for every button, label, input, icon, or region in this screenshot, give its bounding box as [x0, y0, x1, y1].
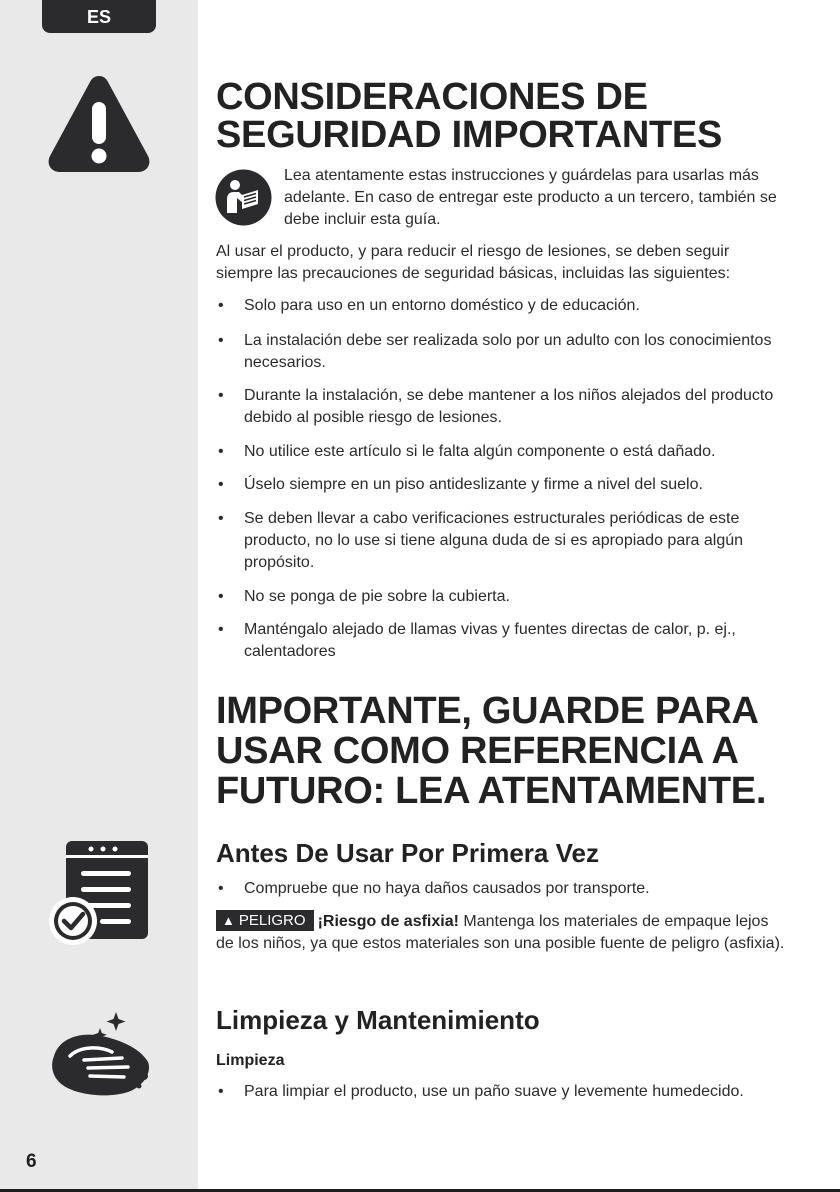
list-item: • Úselo siempre en un piso antideslizante y firme a nivel del suelo. [218, 476, 703, 493]
safety-title-line-2: SEGURIDAD IMPORTANTES [216, 114, 723, 156]
list-item: • No se ponga de pie sobre la cubierta. [218, 588, 510, 605]
before-first-use-heading: Antes De Usar Por Primera Vez [216, 838, 599, 868]
list-item: • No utilice este artículo si le falta algún componente o está dañado. [218, 443, 716, 460]
list-item: • Durante la instalación, se debe mantener a los niños alejados del producto debido al posible riesgo de lesiones. [218, 387, 774, 426]
danger-badge: ▲ PELIGRO [216, 910, 314, 931]
language-tab: ES [42, 0, 156, 33]
checklist-icon [44, 838, 156, 948]
warning-triangle-icon: ▲ [222, 913, 235, 928]
list-item: • Manténgalo alejado de llamas vivas y fuentes directas de calor, p. ej., calentadores [218, 621, 736, 660]
lead-paragraph: Al usar el producto, y para reducir el riesgo de lesiones, se deben seguir siempre las precauciones de seguridad básicas, incluidas las siguientes: [216, 243, 731, 282]
page-number: 6 [26, 1151, 37, 1172]
cleaning-subheading: Limpieza [216, 1052, 285, 1069]
list-item: • Solo para uso en un entorno doméstico y de educación. [218, 297, 640, 314]
intro-paragraph: Lea atentamente estas instrucciones y guárdelas para usarlas más adelante. En caso de entregar este producto a un tercero, también se debe incluir esta guía. [284, 167, 777, 228]
list-item: • Compruebe que no haya daños causados por transporte. [218, 880, 650, 897]
cleaning-heading: Limpieza y Mantenimiento [216, 1005, 540, 1035]
read-manual-icon [215, 169, 272, 226]
warning-icon [44, 72, 154, 174]
list-item: • Para limpiar el producto, use un paño suave y levemente humedecido. [218, 1083, 744, 1100]
cleaning-icon [44, 1006, 156, 1102]
important-title-line-3: FUTURO: LEA ATENTAMENTE. [216, 770, 767, 812]
important-title-line-2: USAR COMO REFERENCIA A [216, 730, 739, 772]
list-item: • Se deben llevar a cabo verificaciones estructurales periódicas de este producto, no lo use si tiene alguna duda de si es apropiado para algún propósito. [218, 510, 744, 571]
safety-title-line-1: CONSIDERACIONES DE [216, 76, 648, 118]
danger-paragraph [216, 910, 786, 955]
important-title-line-1: IMPORTANTE, GUARDE PARA [216, 690, 759, 732]
danger-text: Mantenga los materiales de empaque lejos de los niños, ya que estos materiales son una posible fuente de peligro (asfixia). [216, 913, 785, 952]
danger-strong-text: ¡Riesgo de asfixia! [317, 913, 459, 930]
list-item: • La instalación debe ser realizada solo por un adulto con los conocimientos necesarios. [218, 332, 772, 371]
